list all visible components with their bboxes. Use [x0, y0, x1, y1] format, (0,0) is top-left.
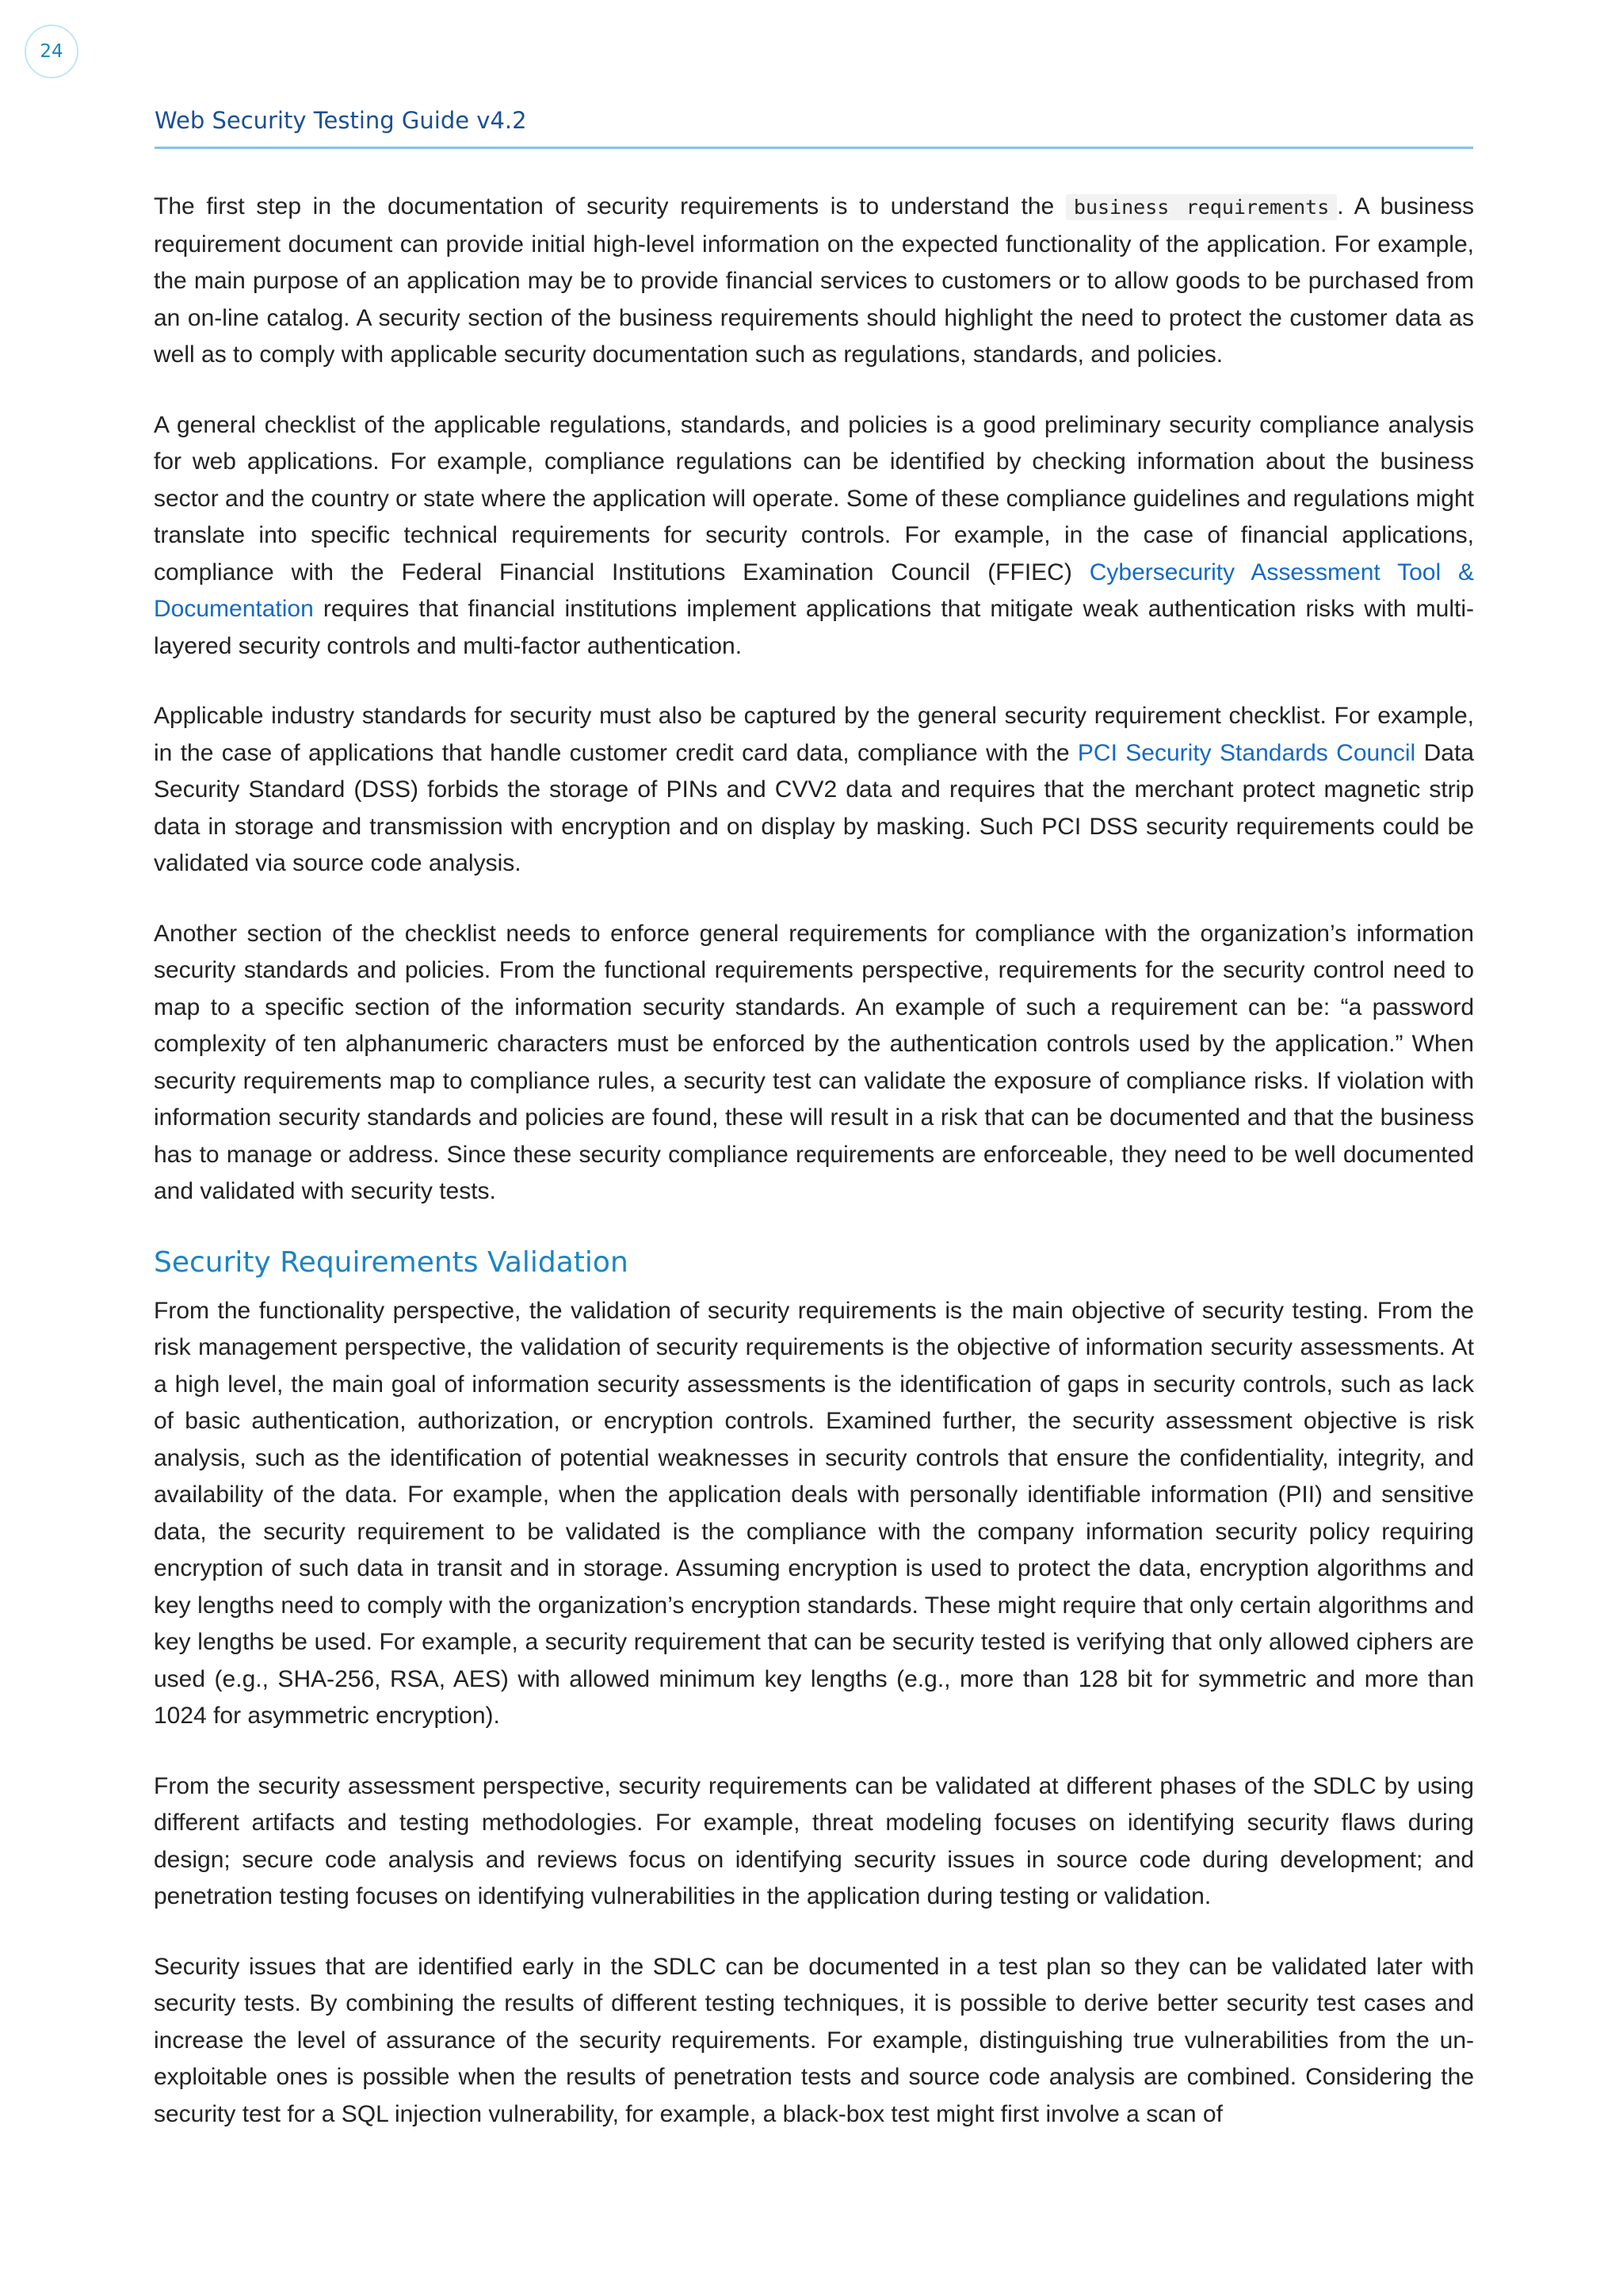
p2-text-start: A general checklist of the applicable regulations, standards, and policies is a good preliminary security compliance analysis for web applications. For example, compliance regulations can be identified by checking information about the business sector and the country or state where the application will operate. Some of these compliance guidelines and regulations might translate into specific technical requirements for security controls. For example, in the case of financial applications, compliance with the Federal Financial Institutions Examination Council (FFIEC) [154, 411, 1474, 585]
page-number: 24 [25, 25, 78, 78]
running-header: Web Security Testing Guide v4.2 [155, 107, 527, 134]
p1-text-end: . A business requirement document can provide initial high-level information on the expected functionality of the application. For example, the main purpose of an application may be to provide financial services to customers or to allow goods to be purchased from an on-line catalog. A security section of the business requirements should highlight the need to protect the customer data as well as to comply with applicable security documentation such as regulations, standards, and policies. [154, 193, 1475, 368]
paragraph-validation-functionality: From the functionality perspective, the validation of security requirements is the main objective of security testing. From the risk management perspective, the validation of security requirements is the objective of information security assessments. At a high level, the main goal of information security assessments is the identification of gaps in security controls, such as lack of basic authentication, authorization, or encryption controls. Examined further, the security assessment objective is risk analysis, such as the identification of potential weaknesses in security controls that ensure the confidentiality, integrity, and availability of the data. For example, when the application deals with personally identifiable information (PII) and sensitive data, the security requirement to be validated is the compliance with the company information security policy requiring encryption of such data in transit and in storage. Assuming encryption is used to protect the data, encryption algorithms and key lengths need to comply with the organization’s encryption standards. These might require that only certain algorithms and key lengths be used. For example, a security requirement that can be security tested is verifying that only allowed ciphers are used (e.g., SHA-256, RSA, AES) with allowed minimum key lengths (e.g., more than 128 bit for symmetric and more than 1024 for asymmetric encryption). [154, 1297, 1474, 1729]
paragraph-compliance-checklist [154, 407, 1474, 666]
paragraph-organization-standards: Another section of the checklist needs to enforce general requirements for compliance with the organization’s information security standards and policies. From the functional requirements perspective, requirements for the security control need to map to a specific section of the information security standards. An example of such a requirement can be: “a password complexity of ten alphanumeric characters must be enforced by the authentication controls used by the application.” When security requirements map to compliance rules, a security test can validate the exposure of compliance risks. If violation with information security standards and policies are found, these will result in a risk that can be documented and that the business has to manage or address. Since these security compliance requirements are enforceable, they need to be well documented and validated with security tests. [154, 920, 1474, 1204]
p2-text-end: requires that financial institutions implement applications that mitigate weak authentication risks with multi-layered security controls and multi-factor authentication. [154, 596, 1474, 659]
paragraph-business-requirements [154, 189, 1474, 374]
p3-text-end: Data Security Standard (DSS) forbids the storage of PINs and CVV2 data and requires that the merchant protect magnetic strip data in storage and transmission with encryption and on display by masking. Such PCI DSS security requirements could be validated via source code analysis. [154, 739, 1474, 876]
p3-text-start: Applicable industry standards for security must also be captured by the general security requirement checklist. For example, in the case of applications that handle customer credit card data, compliance with the [154, 703, 1474, 766]
page-content [154, 189, 1474, 2133]
section-heading-security-requirements-validation: Security Requirements Validation [154, 1245, 628, 1279]
inline-code-business-requirements: business requirements [1066, 194, 1337, 220]
cybersecurity-assessment-tool-link[interactable]: Cybersecurity Assessment Tool & Documentation [154, 559, 1475, 622]
pci-security-standards-council-link[interactable]: PCI Security Standards Council [1077, 739, 1416, 766]
header-rule [155, 147, 1473, 149]
paragraph-validation-sdlc-phases: From the security assessment perspective, security requirements can be validated at different phases of the SDLC by using different artifacts and testing methodologies. For example, threat modeling focuses on identifying security flaws during design; secure code analysis and reviews focus on identifying security issues in source code during development; and penetration testing focuses on identifying vulnerabilities in the application during testing or validation. [154, 1772, 1474, 1909]
paragraph-security-issues-early: Security issues that are identified early in the SDLC can be documented in a test plan so they can be validated later with security tests. By combining the results of different testing techniques, it is possible to derive better security test cases and increase the level of assurance of the security requirements. For example, distinguishing true vulnerabilities from the un-exploitable ones is possible when the results of penetration tests and source code analysis are combined. Considering the security test for a SQL injection vulnerability, for example, a black-box test might first involve a scan of [154, 1953, 1474, 2127]
p1-text-start: The first step in the documentation of security requirements is to understand the [154, 193, 1066, 219]
paragraph-industry-standards [154, 698, 1474, 883]
